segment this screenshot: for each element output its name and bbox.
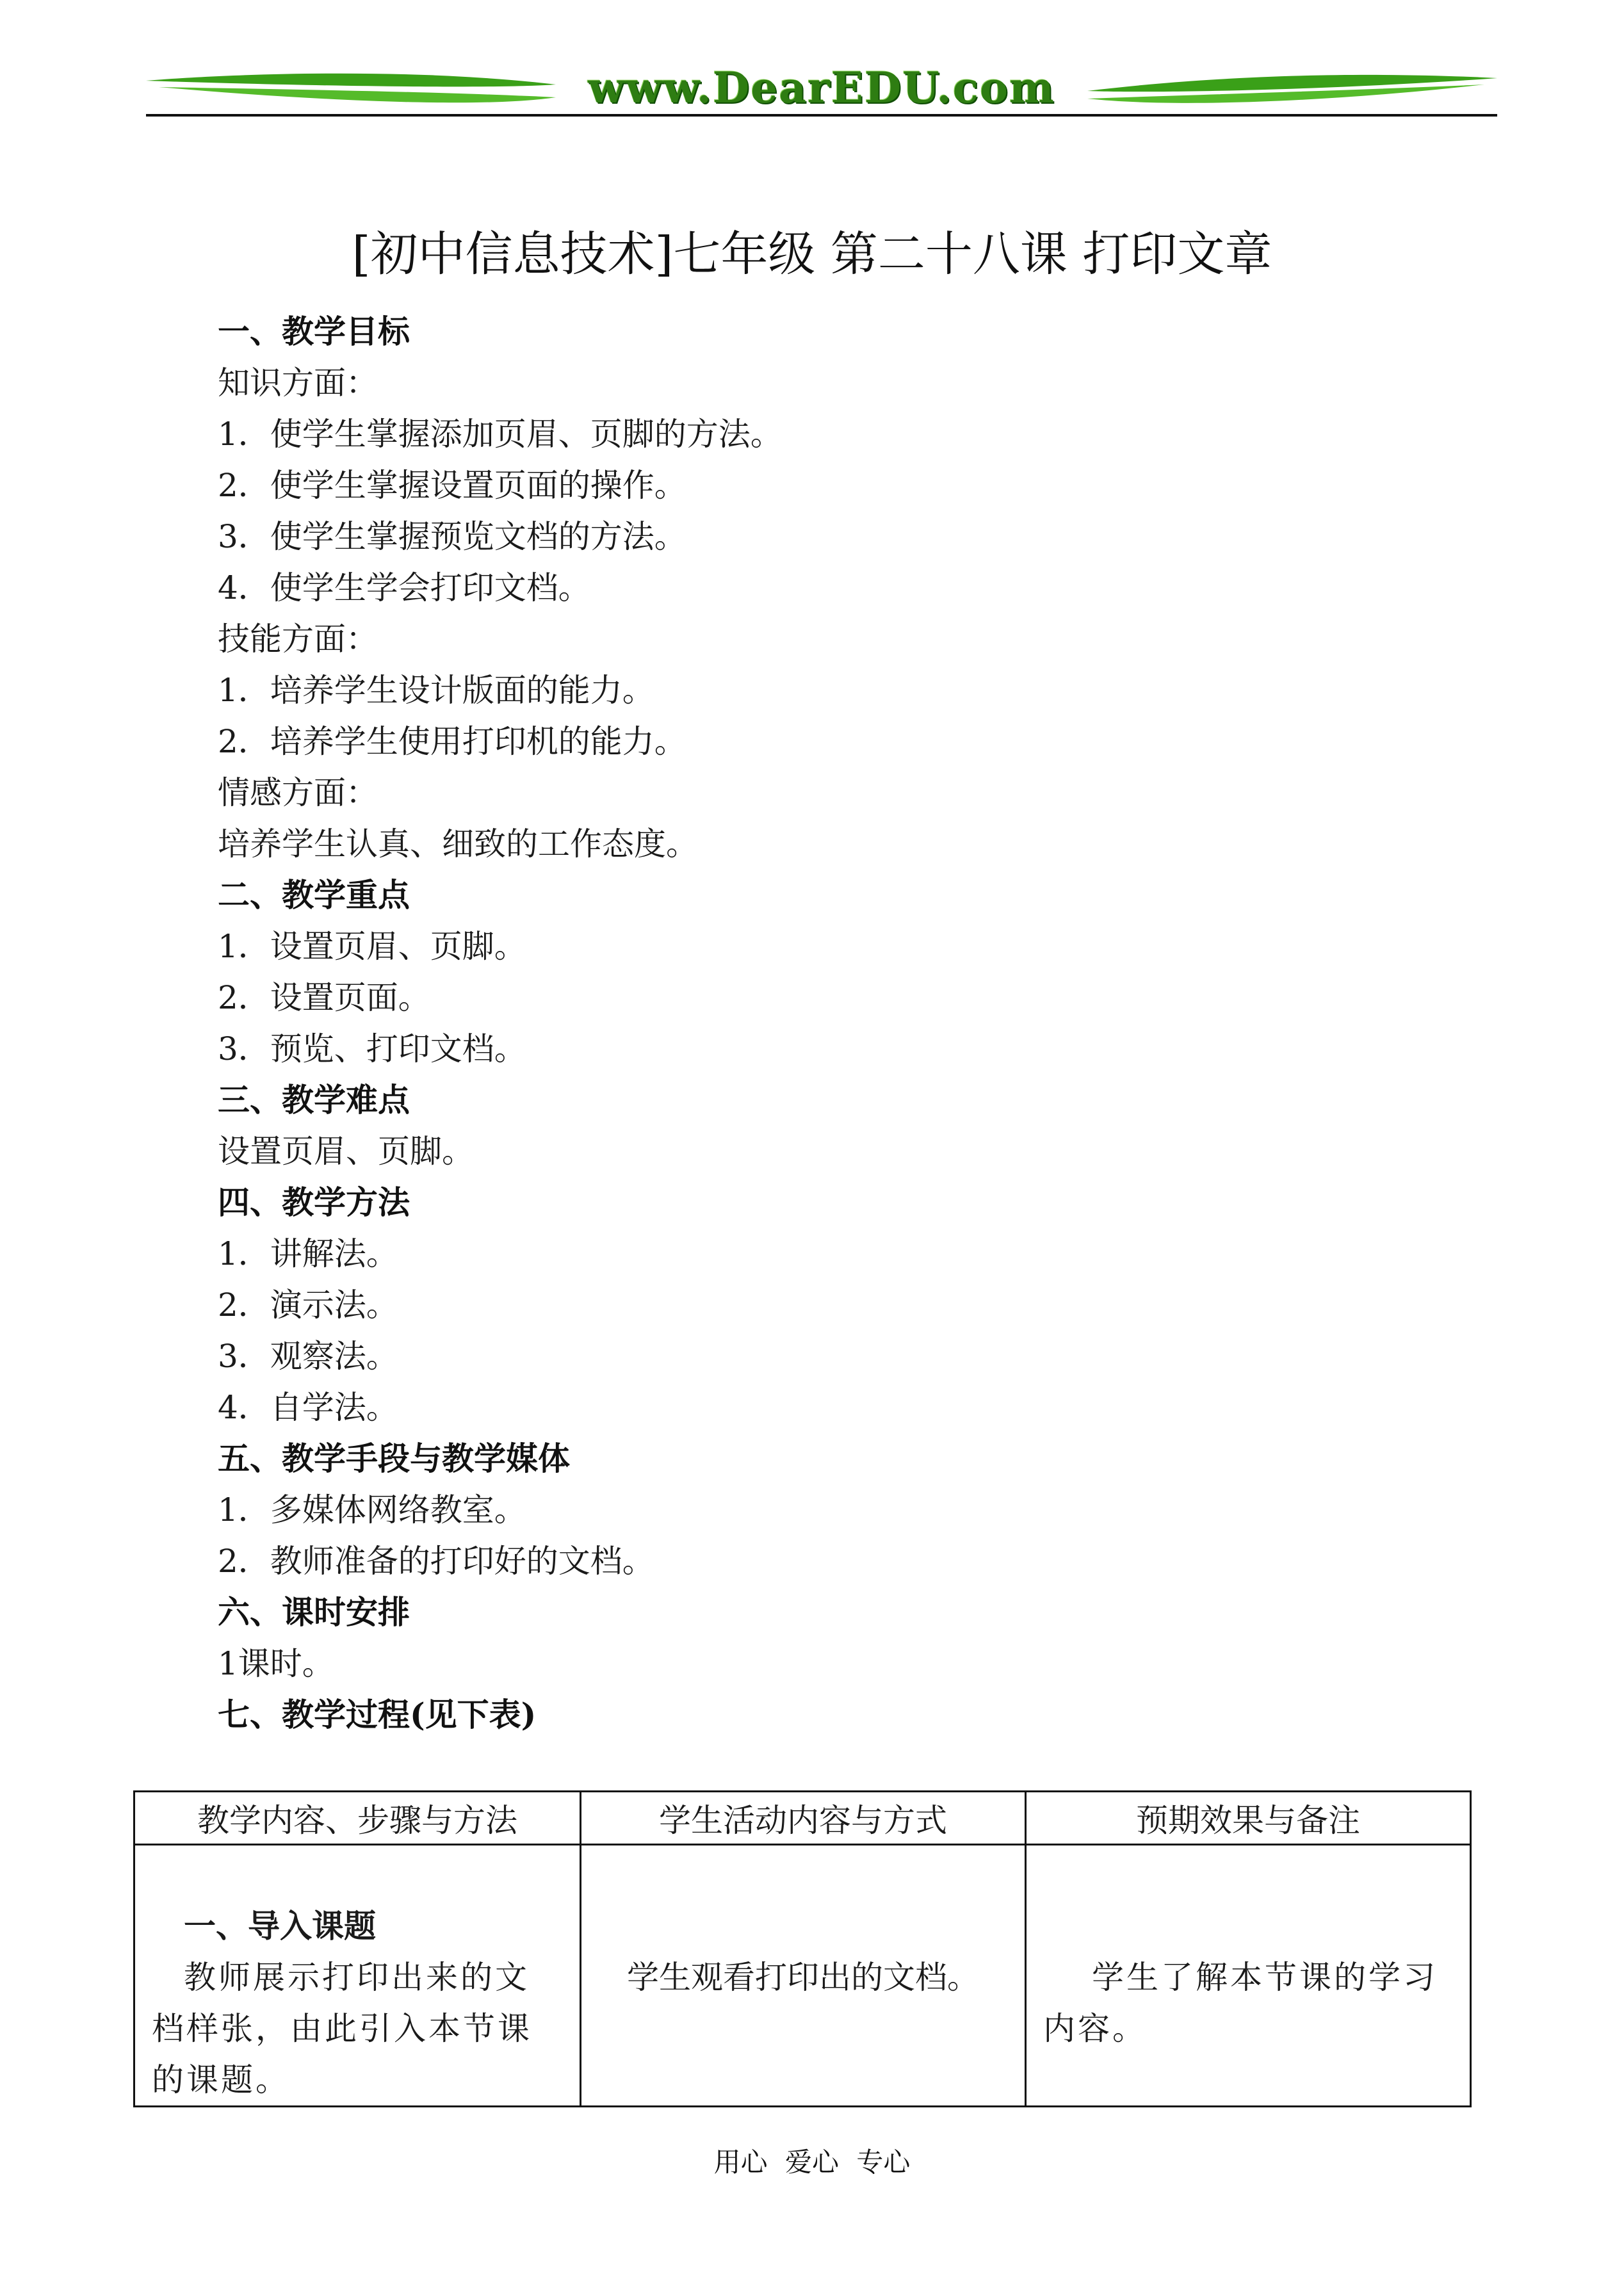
step-description: 教师展示打印出来的文档样张，由此引入本节课的课题。 <box>152 1959 532 2098</box>
expected-effect-text: 学生了解本节课的学习内容。 <box>1043 1959 1438 2047</box>
table-row <box>134 1845 1471 2107</box>
body-line: 1．设置页眉、页脚。 <box>218 928 526 965</box>
section-heading: 七、教学过程(见下表) <box>218 1696 537 1733</box>
section-heading: 五、教学手段与教学媒体 <box>218 1439 570 1477</box>
step-heading: 一、导入课题 <box>184 1907 376 1945</box>
page-footer: 用心 爱心 专心 <box>713 2146 911 2178</box>
section-heading: 二、教学重点 <box>218 876 410 914</box>
body-line: 知识方面： <box>218 364 378 401</box>
table-cell-student-activity <box>581 1845 1026 2107</box>
table-cell-content <box>134 1845 581 2107</box>
body-line: 情感方面： <box>218 774 378 811</box>
section-heading: 四、教学方法 <box>218 1183 410 1221</box>
banner-site-name: www.DearEDU.com <box>588 63 1055 113</box>
section-heading: 三、教学难点 <box>218 1081 410 1119</box>
student-activity-text: 学生观看打印出的文档。 <box>627 1959 980 1996</box>
body-line: 技能方面： <box>218 620 378 658</box>
body-line: 4．使学生学会打印文档。 <box>218 569 590 606</box>
table-cell-expected-effect <box>1026 1845 1471 2107</box>
body-line: 2．培养学生使用打印机的能力。 <box>218 723 686 760</box>
section-heading: 六、课时安排 <box>218 1593 410 1631</box>
page-title: [初中信息技术]七年级 第二十八课 打印文章 <box>352 227 1272 282</box>
body-line: 1．讲解法。 <box>218 1235 398 1272</box>
body-line: 3．预览、打印文档。 <box>218 1030 526 1067</box>
body-line: 设置页眉、页脚。 <box>218 1133 474 1170</box>
body-line: 2．使学生掌握设置页面的操作。 <box>218 467 686 504</box>
body-line: 2．演示法。 <box>218 1286 398 1324</box>
body-line: 2．教师准备的打印好的文档。 <box>218 1543 654 1580</box>
column-header-content: 教学内容、步骤与方法 <box>134 1792 581 1845</box>
body-line: 4．自学法。 <box>218 1389 398 1426</box>
body-line: 1课时。 <box>218 1645 334 1682</box>
table-header-row <box>134 1792 1471 1845</box>
teaching-process-table <box>133 1790 1472 2107</box>
body-line: 1．多媒体网络教室。 <box>218 1491 526 1529</box>
column-header-expected-effect: 预期效果与备注 <box>1026 1792 1471 1845</box>
body-line: 3．观察法。 <box>218 1338 398 1375</box>
column-header-student-activity: 学生活动内容与方式 <box>581 1792 1026 1845</box>
section-heading: 一、教学目标 <box>218 312 410 350</box>
header-rule <box>146 114 1497 117</box>
body-line: 培养学生认真、细致的工作态度。 <box>218 825 698 863</box>
lesson-plan-body <box>218 306 1498 1740</box>
body-line: 1．培养学生设计版面的能力。 <box>218 672 654 709</box>
body-line: 1．使学生掌握添加页眉、页脚的方法。 <box>218 416 783 453</box>
body-line: 2．设置页面。 <box>218 979 430 1016</box>
body-line: 3．使学生掌握预览文档的方法。 <box>218 518 686 555</box>
